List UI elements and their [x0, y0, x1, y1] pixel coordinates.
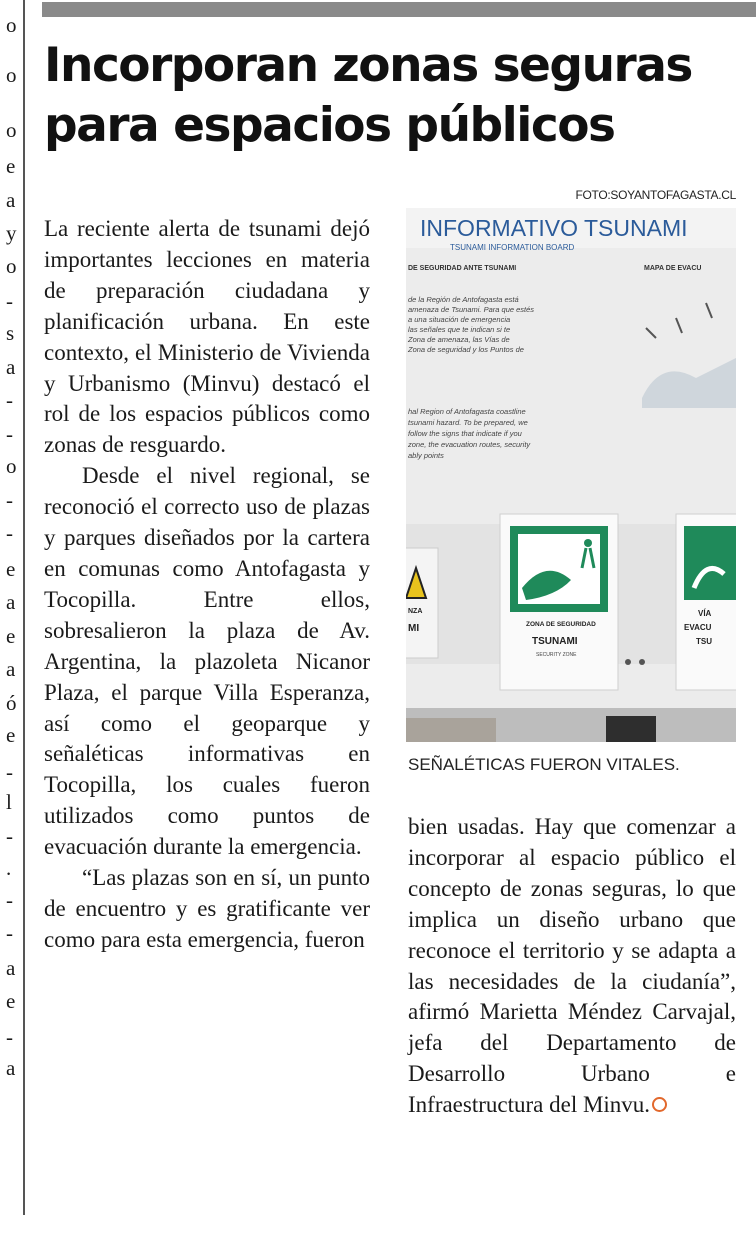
photo-caption: SEÑALÉTICAS FUERON VITALES.	[408, 755, 680, 774]
board-section-left: DE SEGURIDAD ANTE TSUNAMI	[408, 265, 517, 272]
board-text-en-5: ably points	[408, 451, 444, 460]
board-text-en-1: hal Region of Antofagasta coastline	[408, 407, 526, 416]
photo-credit: FOTO:SOYANTOFAGASTA.CL	[575, 188, 736, 202]
board-text-en-4: zone, the evacuation routes, security	[408, 440, 531, 449]
margin-letter: o	[6, 254, 17, 278]
board-subtitle: TSUNAMI INFORMATION BOARD	[450, 243, 575, 252]
margin-letter: e	[6, 723, 16, 747]
margin-letter: e	[6, 557, 16, 581]
margin-letter: -	[6, 1025, 13, 1049]
margin-letter: -	[6, 289, 13, 313]
sign-right-line-2: EVACU	[684, 623, 712, 632]
margin-letter: y	[6, 221, 17, 245]
article-photo	[406, 208, 736, 742]
board-title: INFORMATIVO TSUNAMI	[420, 215, 688, 241]
body-column-2	[408, 812, 736, 1121]
top-rule-bar	[42, 2, 756, 17]
margin-letter: -	[6, 388, 13, 412]
board-text-en-2: tsunami hazard. To be prepared, we	[408, 418, 528, 427]
margin-letter: -	[6, 760, 13, 784]
margin-letter: a	[6, 590, 16, 614]
margin-letter: e	[6, 624, 16, 648]
board-text-es-4: las señales que te indican si te	[408, 325, 511, 334]
sign-right-line-1: VÍA	[698, 609, 712, 618]
circle-end-mark-icon	[652, 1097, 667, 1112]
margin-letter: a	[6, 1056, 16, 1080]
margin-letter: o	[6, 454, 17, 478]
board-text-es-1: de la Región de Antofagasta está	[408, 295, 519, 304]
sign-left-line-1: NZA	[408, 608, 423, 615]
sign-left-line-2: MI	[408, 623, 420, 634]
margin-letter: e	[6, 154, 16, 178]
board-text-es-5: Zona de amenaza, las Vías de	[408, 335, 510, 344]
margin-letter: e	[6, 989, 16, 1013]
headline: Incorporan zonas seguras para espacios públicos	[44, 38, 692, 153]
margin-letter: .	[6, 856, 12, 880]
tsunami-board-photo	[406, 208, 736, 742]
body-column-1	[44, 214, 370, 956]
paragraph-continued	[408, 812, 736, 1121]
sign-center-line-3: SECURITY ZONE	[536, 652, 577, 658]
margin-letter: a	[6, 188, 16, 212]
paragraph-3: “Las plazas son en sí, un punto de encuentro y es gratificante ver como para esta emergencia, fueron	[44, 865, 370, 952]
sign-center-line-2: TSUNAMI	[532, 636, 578, 647]
margin-letter: o	[6, 118, 17, 142]
board-text-es-3: a una situación de emergencia	[408, 315, 511, 324]
paragraph-1: La reciente alerta de tsunami dejó importantes lecciones en materia de preparación ciudadana y planificación urbana. En este contexto, el Ministerio de Vivienda y Urbanismo (Minvu) destacó el rol de los espacios públicos como zonas de resguardo.	[44, 216, 370, 458]
margin-letter: -	[6, 824, 13, 848]
evacuation-route-sign-icon	[684, 526, 736, 600]
margin-letter: a	[6, 355, 16, 379]
sign-right-line-3: TSU	[696, 637, 712, 646]
margin-letter: a	[6, 956, 16, 980]
paragraph-continued-text: bien usadas. Hay que comenzar a incorporar al espacio público el concepto de zonas seguras, lo que implica un diseño urbano que reconoce el territorio y se adapta a las necesidades de la ciudanía”, afirmó Marietta Méndez Carvajal, jefa del Departamento de Desarrollo Urbano e Infraestructura del Minvu.	[408, 814, 736, 1118]
board-section-right: MAPA DE EVACU	[644, 265, 702, 272]
margin-letter: -	[6, 888, 13, 912]
margin-letter: o	[6, 63, 17, 87]
margin-letter: s	[6, 321, 15, 345]
board-text-en-3: follow the signs that indicate if you	[408, 429, 522, 438]
sign-center-line-1: ZONA DE SEGURIDAD	[526, 621, 596, 628]
margin-letter: -	[6, 521, 13, 545]
column-divider	[23, 0, 25, 1215]
margin-letter: ó	[6, 691, 17, 715]
paragraph-2: Desde el nivel regional, se reconoció el correcto uso de plazas y parques diseñados por la cartera en comunas como Antofagasta y Tocopilla. Entre ellos, sobresalieron la plaza de Av. Argentina, la plazoleta Nicanor Plaza, el parque Villa Esperanza, así como el geoparque y señaléticas informativas en Tocopilla, los cuales fueron utilizados como puntos de evacuación durante la emergencia.	[44, 463, 370, 860]
previous-article-column-edge	[0, 0, 22, 1248]
board-text-es-2: amenaza de Tsunami. Para que estés	[408, 305, 535, 314]
margin-letter: o	[6, 13, 17, 37]
margin-letter: -	[6, 921, 13, 945]
margin-letter: -	[6, 422, 13, 446]
board-text-es-6: Zona de seguridad y los Puntos de	[408, 345, 524, 354]
margin-letter: l	[6, 790, 12, 814]
margin-letter: a	[6, 657, 16, 681]
margin-letter: -	[6, 488, 13, 512]
